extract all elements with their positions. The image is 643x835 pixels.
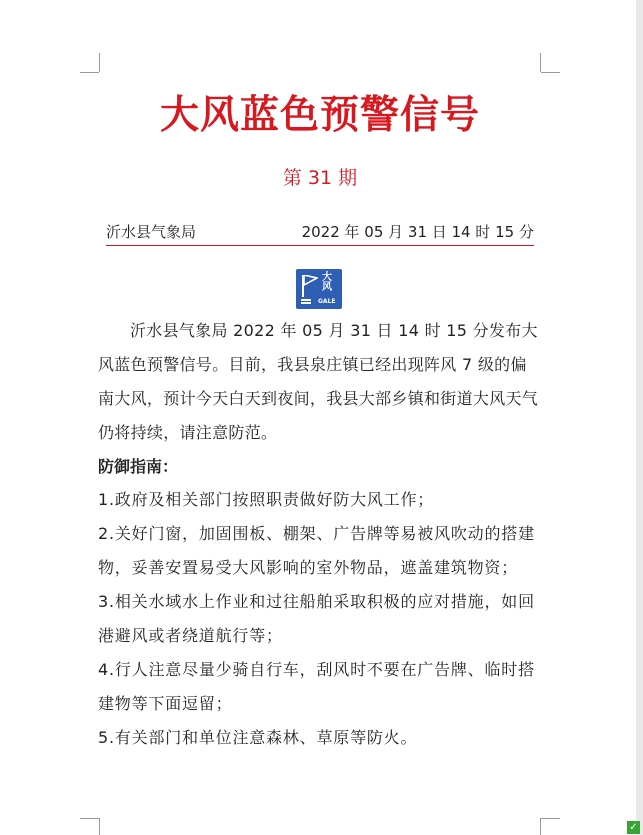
check-icon: ✓ xyxy=(627,821,640,834)
guidance-title: 防御指南： xyxy=(98,457,179,476)
guidance-item: 1.政府及相关部门按照职责做好防大风工作； xyxy=(98,490,435,509)
guidance-item: 4.行人注意尽量少骑自行车，刮风时不要在广告牌、临时搭建物等下面逗留； xyxy=(98,660,535,713)
icon-label: GALE xyxy=(318,298,336,305)
crop-mark xyxy=(99,818,100,835)
guidance-item: 3.相关水域水上作业和过往船舶采取积极的应对措施，如回港避风或者绕道航行等； xyxy=(98,592,535,645)
document-title: 大风蓝色预警信号 xyxy=(159,92,480,138)
issuer-row xyxy=(106,221,534,246)
gale-blue-warning-icon xyxy=(296,269,342,309)
icon-chars: 大风 xyxy=(322,272,332,293)
guidance-list xyxy=(98,483,540,755)
issue-time: 2022 年 05 月 31 日 14 时 15 分 xyxy=(301,223,534,241)
crop-mark xyxy=(80,72,99,73)
issuer-name: 沂水县气象局 xyxy=(106,223,197,241)
issue-number: 第 31 期 xyxy=(282,167,358,189)
guidance-item: 2.关好门窗，加固围板、棚架、广告牌等易被风吹动的搭建物，妥善安置易受大风影响的室外物品，遮盖建筑物资； xyxy=(98,524,535,577)
crop-mark xyxy=(80,818,99,819)
crop-mark xyxy=(540,818,541,835)
warning-paragraph: 沂水县气象局 2022 年 05 月 31 日 14 时 15 分发布大风蓝色预警信号。目前，我县泉庄镇已经出现阵风 7 级的偏南大风，预计今天白天到夜间，我县大部乡镇和街道大风天气仍将持续，请注意防范。 xyxy=(98,321,539,442)
guidance-item: 5.有关部门和单位注意森林、草原等防火。 xyxy=(98,728,418,747)
crop-mark xyxy=(540,53,541,72)
crop-mark xyxy=(541,818,560,819)
crop-mark xyxy=(541,72,560,73)
crop-mark xyxy=(99,53,100,72)
